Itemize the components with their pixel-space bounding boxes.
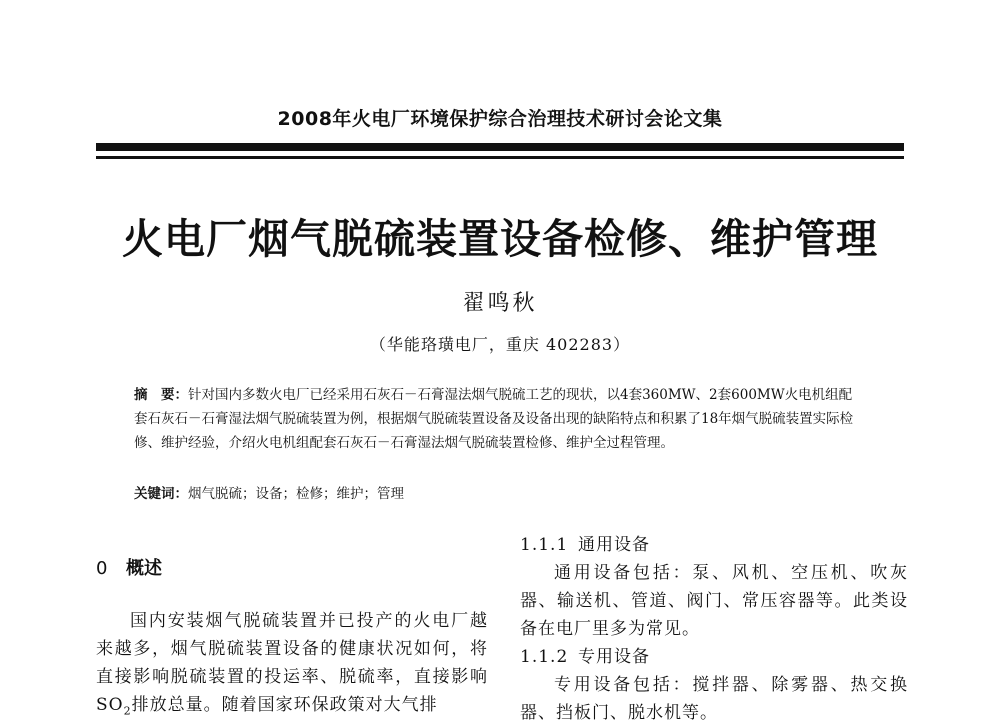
running-header: 2008年火电厂环境保护综合治理技术研讨会论文集	[277, 108, 723, 130]
section-title: 概述	[126, 558, 162, 579]
section-heading	[96, 555, 488, 583]
overview-text-2: 排放总量。随着国家环保政策对大气排	[131, 695, 438, 715]
author-name: 翟鸣秋	[462, 291, 538, 316]
header-rule-thin	[96, 156, 904, 159]
paper-title: 火电厂烟气脱硫装置设备检修、维护管理	[122, 215, 878, 263]
section-gap	[96, 583, 488, 607]
subsection-title: 通用设备	[578, 535, 650, 555]
overview-text-1: 国内安装烟气脱硫装置并已投产的火电厂越来越多，烟气脱硫装置设备的健康状况如何，将直接影响脱硫装置的投运率、脱硫率，直接影响SO	[96, 611, 488, 715]
keywords-text: 烟气脱硫；设备；检修；维护；管理	[188, 486, 404, 502]
author-affiliation: （华能珞璜电厂，重庆 402283）	[369, 335, 631, 354]
subsection-number: 1.1.2	[520, 647, 569, 667]
abstract-label: 摘 要：	[134, 387, 188, 403]
abstract-text: 针对国内多数火电厂已经采用石灰石－石膏湿法烟气脱硫工艺的现状，以4套360MW、2套600MW火电机组配套石灰石－石膏湿法烟气脱硫装置为例，根据烟气脱硫装置设备及设备出现的缺陷特点和积累了18年烟气脱硫装置实际检修、维护经验，介绍火电机组配套石灰石－石膏湿法烟气脱硫装置检修、维护全过程管理。	[134, 387, 854, 451]
abstract	[134, 383, 864, 455]
subsection-number: 1.1.1	[520, 535, 569, 555]
subsection-paragraph-special: 专用设备包括：搅拌器、除雾器、热交换器、挡板门、脱水机等。	[520, 675, 908, 723]
right-column	[520, 531, 908, 727]
subsection-paragraph-general: 通用设备包括：泵、风机、空压机、吹灰器、输送机、管道、阀门、常压容器等。此类设备在电厂里多为常见。	[520, 563, 908, 639]
section-number: 0	[96, 558, 108, 579]
header-rule-thick	[96, 143, 904, 151]
subsection-heading-special	[520, 643, 908, 671]
overview-paragraph	[96, 607, 488, 725]
keywords	[134, 483, 864, 505]
so2-subscript: 2	[123, 704, 132, 718]
keywords-label: 关键词：	[134, 486, 188, 502]
left-column	[96, 555, 488, 725]
subsection-heading-general	[520, 531, 908, 559]
subsection-title: 专用设备	[578, 647, 650, 667]
